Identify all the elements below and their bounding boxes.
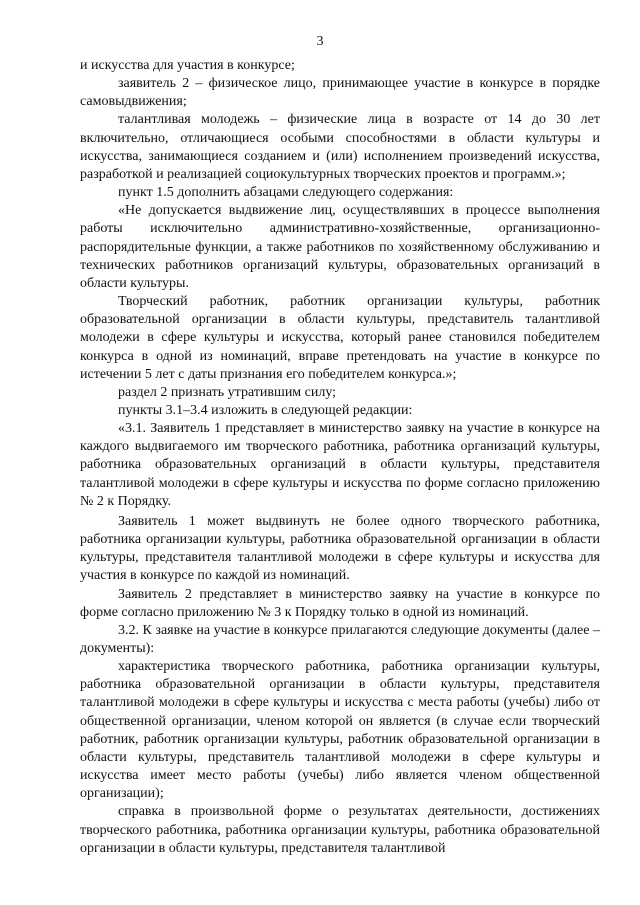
paragraph-5: «Не допускается выдвижение лиц, осуществлявших в процессе выполнения работы исключительно административно-хозяйственные, организационно-распорядительные функции, а также работников по хозяйственному обслуживанию и технических работников организаций культуры, образовательных организаций в области культуры. — [80, 203, 600, 291]
paragraph-2: заявитель 2 – физическое лицо, принимающее участие в конкурсе в порядке самовыдвижения; — [80, 76, 600, 110]
page-number: 3 — [316, 34, 324, 49]
paragraph-7: раздел 2 признать утратившим силу; — [118, 384, 337, 400]
paragraph-10: Заявитель 1 может выдвинуть не более одного творческого работника, работника организации культуры, работника образовательной организации в области культуры, представителя талантливой молодежи в сфере культуры и искусства для участия в конкурсе по каждой из номинаций. — [80, 513, 600, 584]
paragraph-13: характеристика творческого работника, работника организации культуры, работника образовательной организации в области культуры, представителя талантливой молодежи в сфере культуры и искусства с места работы (учебы) либо от общественной организации, членом которой он является (в случае если творческий работник, работник организации культуры, работник образовательной организации в области культуры, представитель талантливой молодежи в сфере культуры и искусства имеет место работы (учебы) либо является членом общественной организации); — [80, 659, 600, 802]
paragraph-11: Заявитель 2 представляет в министерство заявку на участие в конкурсе по форме согласно приложению № 3 к Порядку только в одной из номинаций. — [80, 586, 600, 620]
paragraph-9: «3.1. Заявитель 1 представляет в министерство заявку на участие в конкурсе на каждого выдвигаемого им творческого работника, работника организаций культуры, работника образовательных организаций в области культуры, представителя талантливой молодежи в сфере культуры и искусства по форме согласно приложению № 2 к Порядку. — [80, 421, 600, 509]
paragraph-3: талантливая молодежь – физические лица в возрасте от 14 до 30 лет включительно, отличающиеся особыми способностями в области культуры и искусства, занимающиеся созданием и (или) исполнением произведений искусства, разработкой и реализацией социокультурных творческих проектов и программ.»; — [80, 112, 600, 182]
paragraph-1: и искусства для участия в конкурсе; — [80, 58, 295, 73]
paragraph-12: 3.2. К заявке на участие в конкурсе прилагаются следующие документы (далее – документы): — [80, 622, 600, 656]
paragraph-14: справка в произвольной форме о результатах деятельности, достижениях творческого работника, работника организации культуры, работника образовательной организации в области культуры, представителя талантливой — [80, 804, 600, 856]
document-body — [80, 57, 600, 858]
paragraph-4: пункт 1.5 дополнить абзацами следующего содержания: — [118, 185, 454, 201]
paragraph-6: Творческий работник, работник организации культуры, работник образовательной организации в области культуры, представитель талантливой молодежи в сфере культуры и искусства, который ранее становился победителем конкурса в одной из номинаций, вправе претендовать на участие в конкурсе по истечении 5 лет с даты признания его победителем конкурса.»; — [80, 294, 600, 382]
paragraph-8: пункты 3.1–3.4 изложить в следующей редакции: — [118, 402, 413, 418]
